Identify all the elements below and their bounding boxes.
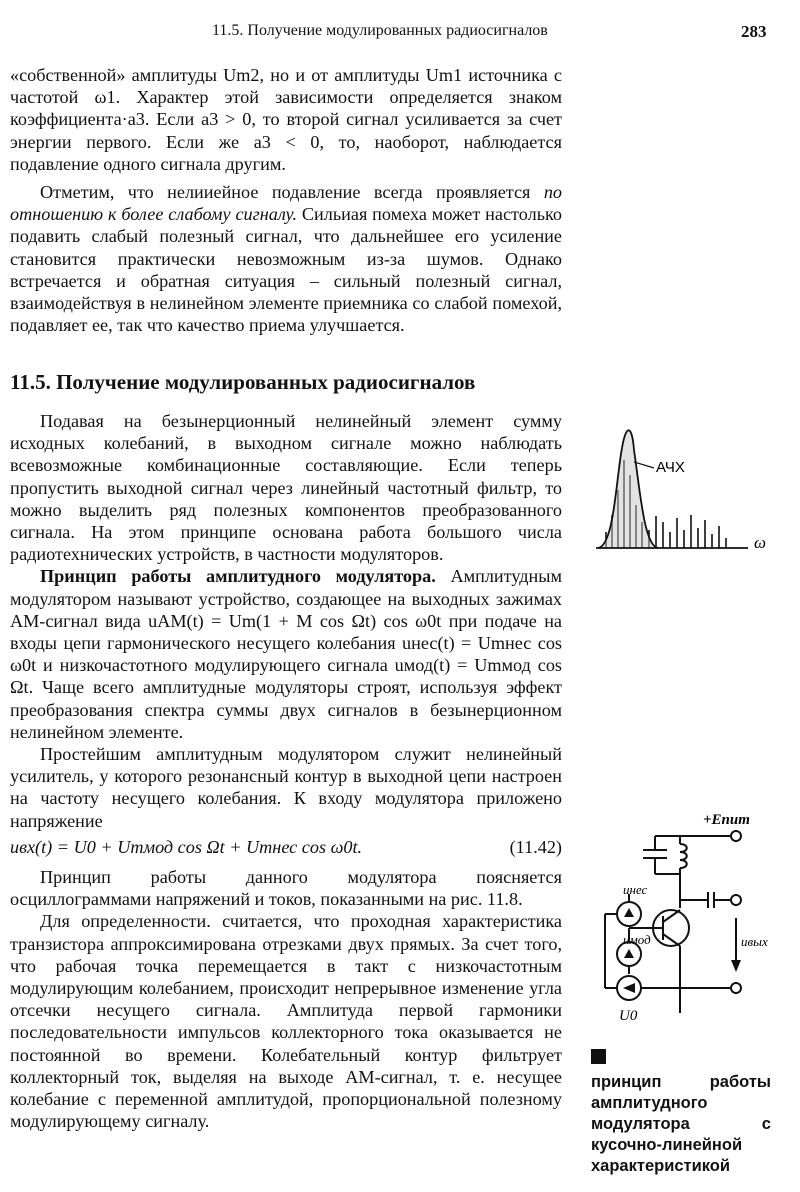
omega-label: ω	[754, 533, 767, 552]
paragraph-bold-lead: Принцип работы амплитудного модулятора.	[40, 566, 436, 587]
bias-label: U0	[619, 1008, 638, 1024]
paragraph-nonlinear-suppression	[10, 181, 562, 336]
page-number: 283	[741, 22, 767, 41]
text-block-main	[10, 410, 562, 1133]
italic-emphasis: по отношению к более слабому сигналу.	[10, 182, 562, 225]
paragraph-oscillograms: Принцип работы данного модулятора поясняется осциллограммами напряжений и токов, показанными на рис. 11.8.	[10, 867, 562, 910]
carrier-label: uнес	[623, 882, 648, 897]
modulator-circuit	[585, 808, 785, 1038]
running-header	[0, 22, 800, 46]
output-terminal-top	[731, 895, 741, 905]
equation-formula: uвх(t) = U0 + Umмод cos Ωt + Umнес cos ω0t.	[10, 836, 363, 857]
running-header-title: 11.5. Получение модулированных радиосигналов	[212, 22, 548, 39]
paragraph-explanation: Для определенности. считается, что проходная характеристика транзистора аппроксимирована отрезками двух прямых. За счет того, что рабочая точка перемещается в такт с низкочастотным модулирующим колебанием, происходит непрерывное изменение угла отсечки несущего сигнала. Амплитуда первой гармоники последовательности импульсов коллекторного тока оказывается не постоянной во времени. Колебательный контур фильтрует коллекторный ток, выделяя на выходе АМ-сигнал, т. е. несущее колебание с переменной амплитудой, пропорциональной полезному модулирующему сигналу.	[10, 911, 562, 1132]
spectrum-figure	[588, 420, 788, 560]
paragraph-simplest-modulator: Простейшим амплитудным модулятором служит нелинейный усилитель, у которого резонансный контур в выходной цепи настроен на частоту несущего колебания. К входу модулятора приложено напряжение	[10, 744, 562, 831]
supply-terminal	[731, 831, 741, 841]
equation-number: (11.42)	[509, 836, 562, 857]
afc-label: АЧХ	[656, 459, 685, 476]
paragraph-continuation: «собственной» амплитуды Um2, но и от амплитуды Um1 источника с частотой ω1. Характер этой зависимости определяется знаком коэффициента·a3. Если a3 > 0, то второй сигнал усиливается за счет энергии первого. Если же a3 < 0, то, наоборот, наблюдается подавление одного сигнала другим.	[10, 65, 562, 174]
mod-label: uмод	[623, 932, 651, 947]
paragraph-intro: Подавая на безынерционный нелинейный элемент сумму исходных колебаний, в выходном сигнале можно наблюдать всевозможные комбинационные составляющие. Если теперь пропустить выходной сигнал через линейный частотный фильтр, то можно выделить ряд полезных компонентов преобразованного сигнала. На этом принципе основана работа большого числа радиотехнических устройств, в частности модуляторов.	[10, 411, 562, 565]
paragraph-rest: Сильиая помеха может настолько подавить слабый полезный сигнал, что дальнейшее его усиление становится практически невозможным из-за шумов. Однако встречается и обратная ситуация – сильный полезный сигнал, взаимодействуя в нелинейном элементе приемника со слабой помехой, подавляет ее, так что качество приема улучшается.	[10, 204, 562, 336]
text-block-top	[10, 64, 562, 336]
output-label: uвых	[741, 934, 768, 949]
section-heading: 11.5. Получение модулированных радиосигналов	[10, 370, 476, 394]
paragraph-lead: Отметим, что нелииейное подавление всегда проявляется	[40, 182, 531, 203]
supply-label: +Eпит	[703, 812, 750, 828]
equation-row	[10, 836, 562, 858]
output-terminal-bottom	[731, 983, 741, 993]
paragraph-am-text: Амплитудным модулятором называют устройство, создающее на выходных зажимах АМ-сигнал вида uАМ(t) = Um(1 + M cos Ωt) cos ω0t при подаче на входы цепи гармонического несущего колебания uнес(t) = Umнес cos ω0t и низкочастотного модулирующего сигнала uмод(t) = Umмод cos Ωt. Чаще всего амплитудные модуляторы строят, используя эффект преобразования спектра суммы двух сигналов в безынерционном нелинейном элементе.	[10, 566, 563, 742]
paragraph-am-modulator	[10, 565, 562, 743]
caption-marker	[591, 1049, 606, 1064]
figure-caption: принцип работы амплитудного модулятора с кусочно-линейной характеристикой	[591, 1073, 771, 1175]
